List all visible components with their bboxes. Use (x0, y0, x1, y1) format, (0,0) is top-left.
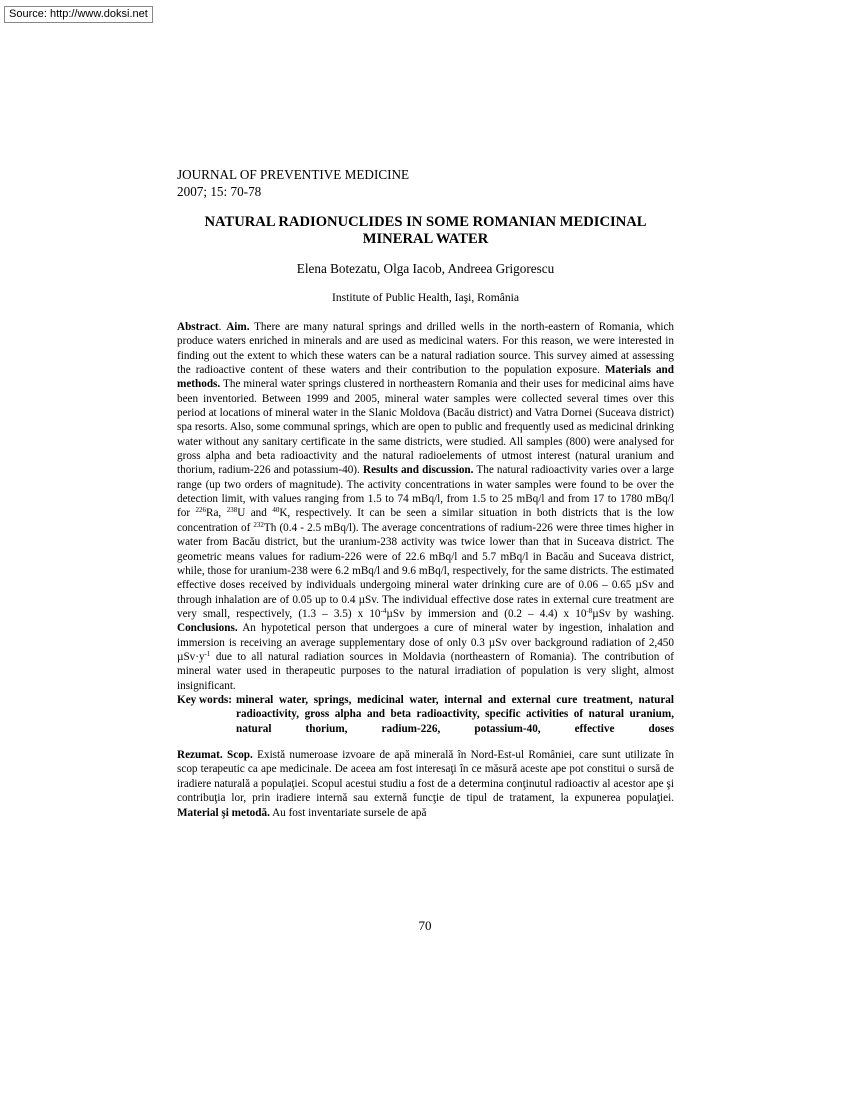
abstract-label: Abstract (177, 321, 219, 333)
keywords-text: mineral water, springs, medicinal water, internal and external cure treatment, natural radioactivity, gross alpha and beta radioactivity, specific activities of natural uranium, natural thorium, radium-226, potassium-40, effective doses (236, 693, 674, 735)
results-label: Results and discussion. (362, 464, 474, 477)
aim-text: There are many natural springs and drilled wells in the north-eastern of Romania, which produce waters enriched in minerals and are used as medicinal waters. For this reason, we were interested in finding out the extent to which these waters can be a natural radiation source. This survey aimed at assessing the radioactive content of these waters and their contribution to the population exposure. (177, 321, 674, 377)
results-text: µSv by immersion and (0.2 – 4.4) x 10 (386, 607, 587, 620)
article-page (177, 166, 674, 820)
conclusions-text: An hypotetical person that undergoes a cure of mineral water by ingestion, inhalation and immersion is receiving an average supplementary dose of only 0.3 µSv over background radiation of 2,450 µSv·y (177, 622, 675, 663)
aim-label: Aim. (226, 321, 250, 333)
superscript: 226 (195, 506, 206, 515)
rezumat-label: Rezumat. (177, 748, 223, 761)
abstract: Abstract. Aim. There are many natural springs and drilled wells in the north-eastern of Romania, which produce waters enriched in minerals and are used as medicinal waters. For this reason, we were interested in finding out the extent to which these waters can be a natural radiation source. This survey aimed at assessing the radioactive content of these waters and their contribution to the population exposure. Materials and methods. The mineral water springs clustered in northeastern Romania and their uses for medicinal aims have been inventoried. Between 1999 and 2005, mineral water samples were collected several times over this period at locations of mineral water in the Slanic Moldova (Bacău district) and Vatra Dornei (Suceava district) spa resorts. Also, some communal springs, which are open to public and frequently used as medicinal drinking water without any sanitary certificate in the same districts, were studied. All samples (800) were analysed for gross alpha and beta radioactivity and the natural radioelements of utmost interest (natural uranium and thorium, radium-226 and potassium-40). Results and discussion. The natural radioactivity varies over a large range (up two orders of magnitude). The activity concentrations in water samples were found to be over the detection limit, with values ranging from 1.5 to 74 mBq/l, from 1.5 to 25 mBq/l and from 17 to 1780 mBq/l for $^{226}$Ra, $^{238}$U and $^{40}$K, respectively. It can be seen a similar situation in both districts that is the low concentration of $^{232}$Th (0.4 - 2.5 mBq/l). The average concentrations of radium-226 were three times higher in water from Bacău district, but the uranium-238 activity was twice lower than that in Suceava district. The geometric means values for radium-226 were of 22.6 mBq/l and 5.7 mBq/l in Bacău and Suceava district, while, those for uranium-238 were 6.2 mBq/l and 9.6 mBq/l, respectively, for the same districts. The estimated effective doses received by individuals undergoing mineral water drinking cure are of 0.06 – 0.65 µSv and through inhalation are of 0.05 up to 0.4 µSv. The individual effective dose rates in external cure treatment are very small, respectively, (1.3 – 3.5) x $10^{-4}\mu Sv$ by immersion and (0.2 – 4.4) x $10^{-8}\mu Sv$ by washing. Conclusions. An hypotetical person that undergoes a cure of mineral water by ingestion, inhalation and immersion is receiving an average supplementary dose of only 0.3 µSv over background radiation of 2,450 $\mu Sv\cdot y^{-1}$ due to all natural radiation sources in Moldavia (northeastern of Romania). The contribution of mineral water used in therapeutic purposes to the natural irradiation of population is very slight, almost insignificant. (177, 321, 675, 692)
superscript: -1 (204, 649, 211, 658)
rezumat (177, 748, 674, 821)
results-text: K, respectively. It can be seen a similar situation in both districts that is the low concentration of (177, 507, 675, 534)
journal-citation: 2007; 15: 70-78 (177, 184, 262, 199)
scop-text: Există numeroase izvoare de apă minerală în Nord-Est-ul României, care sunt utilizate în scop terapeutic ca ape medicinale. De aceea am fost interesaţi în ce măsură aceste ape pot constitui o sursă de iradiere naturală a populaţiei. Scopul acestui studiu a fost de a determina conţinutul radioactiv al acestor ape şi contribuţia lor, prin iradiere internă sau externă funcţie de tipul de tratament, la expunerea populaţiei. (177, 748, 675, 805)
superscript: -8 (586, 606, 593, 615)
superscript: 232 (253, 520, 264, 529)
authors: Elena Botezatu, Olga Iacob, Andreea Grigorescu (296, 261, 555, 276)
results-text: µSv by washing. (592, 607, 674, 620)
results-text: Th (0.4 - 2.5 mBq/l). The average concentrations of radium-226 were three times higher in water from Bacău district, but the uranium-238 activity was twice lower than that in Suceava district. The geometric means values for radium-226 were of 22.6 mBq/l and 5.7 mBq/l in Bacău and Suceava district, while, those for uranium-238 were 6.2 mBq/l and 9.6 mBq/l, respectively, for the same districts. The estimated effective doses received by individuals undergoing mineral water drinking cure are of 0.06 – 0.65 µSv and through inhalation are of 0.05 up to 0.4 µSv. The individual effective dose rates in external cure treatment are very small, respectively, (1.3 – 3.5) x 10 (177, 521, 675, 620)
methods-text: The mineral water springs clustered in northeastern Romania and their uses for medicinal aims have been inventoried. Between 1999 and 2005, mineral water samples were collected several times over this period at locations of mineral water in the Slanic Moldova (Bacău district) and Vatra Dornei (Suceava district) spa resorts. Also, some communal springs, which are open to public and frequently used as medicinal drinking water without any sanitary certificate in the same districts, were studied. All samples (800) were analysed for gross alpha and beta radioactivity and the natural radioelements of utmost interest (natural uranium and thorium, radium-226 and potassium-40). (177, 378, 674, 477)
journal-name: JOURNAL OF PREVENTIVE MEDICINE (177, 167, 410, 182)
results-text: Ra, (206, 507, 222, 520)
results-text: U and (237, 507, 267, 520)
metoda-label: Material şi metodă. (177, 806, 270, 819)
affiliation: Institute of Public Health, Iaşi, România (331, 291, 520, 304)
conclusions-label: Conclusions. (177, 622, 238, 635)
results-text: The natural radioactivity varies over a large range (up two orders of magnitude). The activity concentrations in water samples were found to be over the detection limit, with values ranging from 1.5 to 74 mBq/l, from 1.5 to 25 mBq/l and from 17 to 1780 mBq/l for (177, 464, 674, 520)
methods-label: Materials and methods. (177, 364, 674, 391)
keywords-label: Key words: (177, 693, 232, 706)
scop-label: Scop. (227, 748, 253, 761)
source-label: Source: http://www.doksi.net (4, 6, 153, 23)
keywords (177, 693, 674, 736)
conclusions-text: due to all natural radiation sources in Moldavia (northeastern of Romania). The contribution of mineral water used in therapeutic purposes to the natural irradiation of population is very slight, almost insignificant. (177, 650, 674, 692)
page-number: 70 (418, 918, 432, 933)
metoda-text: Au fost inventariate sursele de apă (272, 806, 427, 819)
superscript: 40 (272, 506, 280, 515)
journal-header (177, 166, 674, 200)
superscript: -4 (380, 606, 387, 615)
article-title: NATURAL RADIONUCLIDES IN SOME ROMANIAN MEDICINAL MINERAL WATER (204, 214, 647, 247)
superscript: 238 (226, 506, 238, 515)
